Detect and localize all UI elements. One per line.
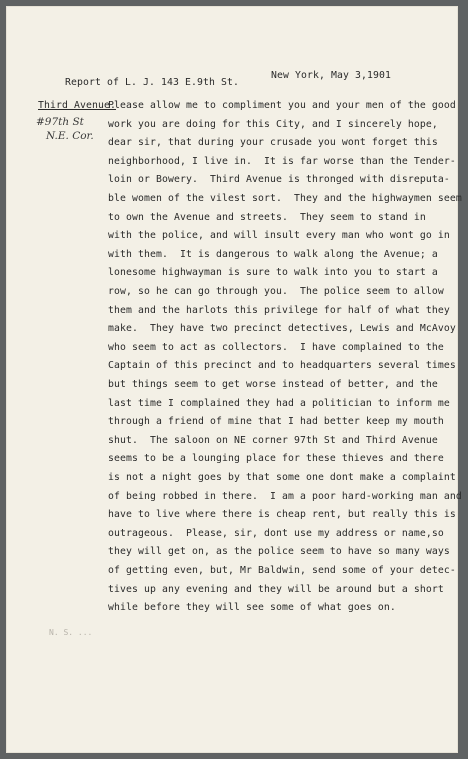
handwritten-note-corner: N.E. Cor. <box>46 130 94 142</box>
letter-line: shut. The saloon on NE corner 97th St and Third Avenue <box>108 434 438 446</box>
letter-line: them and the harlots this privilege for half of what they <box>108 304 450 316</box>
faint-mark: N. S. ... <box>49 628 93 637</box>
letter-line: work you are doing for this City, and I sincerely hope, <box>108 118 438 130</box>
letter-line: lonesome highwayman is sure to walk into you to start a <box>108 267 438 279</box>
letter-line: they will get on, as the police seem to have so many ways <box>108 546 450 558</box>
letter-line: with the police, and will insult every man who wont go in <box>108 230 450 242</box>
letter-line: while before they will see some of what goes on. <box>108 602 396 614</box>
letter-line: through a friend of mine that I had better keep my mouth <box>108 416 444 428</box>
report-heading: Report of L. J. 143 E.9th St. <box>65 77 239 88</box>
margin-subject: Third Avenue. <box>38 100 116 111</box>
letter-line: neighborhood, I live in. It is far worse than the Tender- <box>108 155 456 167</box>
letter-line: make. They have two precinct detectives, Lewis and McAvoy <box>108 323 456 335</box>
letter-line: seems to be a lounging place for these thieves and there <box>108 453 444 465</box>
letter-line: is not a night goes by that some one dont make a complaint <box>108 472 456 483</box>
letter-date: New York, May 3,1901 <box>271 70 391 81</box>
letter-sheet <box>6 6 462 753</box>
letter-line: Please allow me to compliment you and your men of the good <box>108 100 456 111</box>
letter-line: outrageous. Please, sir, dont use my address or name,so <box>108 527 444 539</box>
letter-line: ble women of the vilest sort. They and the highwaymen seem <box>108 193 462 204</box>
letter-line: of being robbed in there. I am a poor hard-working man and <box>108 490 462 502</box>
letter-line: tives up any evening and they will be around but a short <box>108 583 444 595</box>
handwritten-note-street: #97th St <box>36 116 84 128</box>
letter-line: dear sir, that during your crusade you wont forget this <box>108 137 438 149</box>
letter-line: have to live where there is cheap rent, but really this is <box>108 509 456 521</box>
letter-line: but things seem to get worse instead of better, and the <box>108 379 438 390</box>
letter-line: of getting even, but, Mr Baldwin, send some of your detec- <box>108 565 456 576</box>
letter-line: last time I complained they had a politician to inform me <box>108 397 450 409</box>
letter-line: who seem to act as collectors. I have complained to the <box>108 341 444 353</box>
letter-line: row, so he can go through you. The police seem to allow <box>108 286 444 297</box>
letter-line: Captain of this precinct and to headquarters several times <box>108 360 456 372</box>
letter-line: to own the Avenue and streets. They seem to stand in <box>108 211 426 223</box>
letter-line: loin or Bowery. Third Avenue is thronged with disreputa- <box>108 174 450 186</box>
letter-line: with them. It is dangerous to walk along the Avenue; a <box>108 248 438 260</box>
